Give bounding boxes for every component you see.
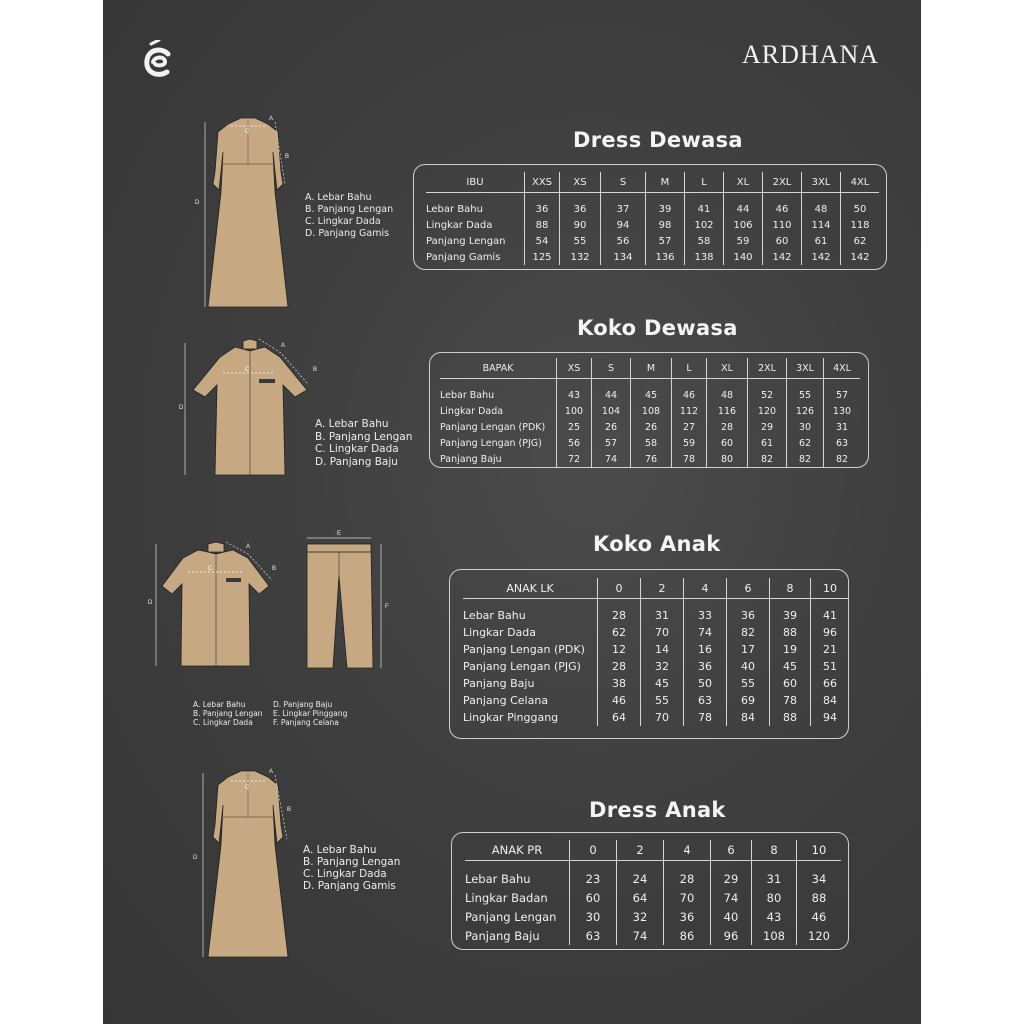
row-label: Panjang Gamis: [426, 251, 501, 263]
row-label: Panjang Lengan (PDK): [463, 643, 585, 656]
table-cell: 142: [841, 249, 880, 265]
legend-item: C. Lingkar Dada: [315, 443, 399, 455]
column-header-size: S: [592, 358, 631, 379]
row-label: Lingkar Dada: [440, 405, 504, 417]
table-cell: 40: [727, 658, 770, 675]
row-label: Panjang Baju: [463, 677, 535, 690]
table-cell: 82: [787, 451, 824, 467]
table-cell: 55: [641, 692, 684, 709]
column-header-size: 8: [770, 578, 811, 599]
koko-dewasa-table: [440, 358, 860, 467]
label-a: A: [281, 343, 286, 349]
table-cell: 76: [631, 451, 672, 467]
table-cell: 142: [763, 249, 802, 265]
column-header-size: 2XL: [748, 358, 787, 379]
table-cell: 56: [601, 233, 646, 249]
label-b: B: [313, 367, 318, 373]
table-row: [440, 435, 860, 451]
table-cell: 45: [641, 675, 684, 692]
label-c: C: [245, 785, 250, 791]
row-label: Panjang Lengan: [465, 909, 557, 924]
row-label: Panjang Lengan: [426, 235, 506, 247]
table-cell: 57: [592, 435, 631, 451]
table-cell: 70: [641, 624, 684, 641]
table-cell: 28: [598, 599, 641, 625]
legend-item: E. Lingkar Pinggang: [273, 709, 348, 718]
table-cell: 21: [811, 641, 850, 658]
table-cell: 64: [598, 709, 641, 726]
legend-item: A. Lebar Bahu: [315, 418, 389, 430]
table-cell: 60: [707, 435, 748, 451]
column-header-size: XL: [724, 172, 763, 193]
koko-dewasa-legend: [315, 418, 412, 468]
table-cell: 40: [711, 907, 752, 926]
table-cell: 82: [824, 451, 861, 467]
legend-item: A. Lebar Bahu: [193, 700, 246, 709]
ardhana-logo-icon: [141, 40, 175, 80]
table-row: [426, 193, 879, 218]
table-cell: 108: [631, 403, 672, 419]
table-row: [440, 451, 860, 467]
column-header-size: L: [685, 172, 724, 193]
row-label: Lingkar Pinggang: [463, 711, 559, 724]
koko-anak-legend-left: [193, 700, 263, 727]
table-cell: 41: [685, 193, 724, 218]
table-cell: 98: [646, 217, 685, 233]
column-header-size: 0: [570, 840, 617, 861]
label-d: D: [148, 600, 153, 606]
table-cell: 130: [824, 403, 861, 419]
table-cell: 82: [727, 624, 770, 641]
table-row: [463, 709, 849, 726]
table-cell: 30: [570, 907, 617, 926]
table-cell: 16: [684, 641, 727, 658]
table-cell: 28: [707, 419, 748, 435]
column-header-size: XS: [560, 172, 601, 193]
column-header-size: 6: [727, 578, 770, 599]
table-cell: 39: [770, 599, 811, 625]
table-cell: 80: [707, 451, 748, 467]
table-cell: 88: [525, 217, 560, 233]
table-cell: 104: [592, 403, 631, 419]
table-cell: 64: [617, 888, 664, 907]
table-cell: 14: [641, 641, 684, 658]
column-header-size: L: [672, 358, 707, 379]
column-header-size: XS: [557, 358, 592, 379]
brand-wordmark: ARDHANA: [742, 40, 879, 69]
table-cell: 36: [684, 658, 727, 675]
table-cell: 140: [724, 249, 763, 265]
column-header-size: 4XL: [824, 358, 861, 379]
legend-item: A. Lebar Bahu: [303, 844, 377, 856]
table-cell: 46: [797, 907, 842, 926]
label-c: C: [245, 129, 250, 135]
label-a: A: [269, 769, 274, 775]
column-header-size: M: [631, 358, 672, 379]
row-label: Lingkar Dada: [426, 219, 493, 231]
table-cell: 74: [617, 926, 664, 945]
table-row: [463, 658, 849, 675]
table-cell: 48: [802, 193, 841, 218]
row-label: Panjang Lengan (PDK): [440, 421, 546, 433]
dress-dewasa-legend: [305, 192, 393, 240]
table-header-row: [440, 358, 860, 379]
table-cell: 39: [646, 193, 685, 218]
table-row: [426, 217, 879, 233]
koko-anak-title: Koko Anak: [593, 532, 721, 556]
table-cell: 62: [598, 624, 641, 641]
table-cell: 142: [802, 249, 841, 265]
table-cell: 17: [727, 641, 770, 658]
table-row: [465, 861, 841, 889]
table-cell: 29: [711, 861, 752, 889]
table-row: [426, 233, 879, 249]
table-cell: 33: [684, 599, 727, 625]
koko-anak-legend-right: [273, 700, 347, 727]
label-e: E: [337, 531, 342, 537]
table-cell: 31: [641, 599, 684, 625]
table-cell: 50: [684, 675, 727, 692]
table-cell: 34: [797, 861, 842, 889]
label-f: F: [385, 604, 389, 610]
table-cell: 27: [672, 419, 707, 435]
label-a: A: [246, 544, 251, 550]
legend-item: C. Lingkar Dada: [303, 868, 387, 880]
table-row: [463, 641, 849, 658]
table-cell: 138: [685, 249, 724, 265]
legend-item: C. Lingkar Dada: [305, 216, 381, 227]
row-label: Panjang Lengan (PJG): [440, 437, 542, 449]
label-a: A: [269, 116, 274, 122]
table-row: [426, 249, 879, 265]
label-d: D: [195, 200, 200, 206]
table-cell: 60: [763, 233, 802, 249]
table-cell: 60: [770, 675, 811, 692]
table-cell: 48: [707, 379, 748, 404]
table-cell: 19: [770, 641, 811, 658]
table-cell: 116: [707, 403, 748, 419]
table-cell: 57: [646, 233, 685, 249]
table-row: [463, 692, 849, 709]
column-header-size: 3XL: [802, 172, 841, 193]
table-cell: 24: [617, 861, 664, 889]
label-d: D: [193, 855, 198, 861]
label-c: C: [208, 566, 213, 572]
table-cell: 108: [752, 926, 797, 945]
table-cell: 56: [557, 435, 592, 451]
table-cell: 86: [664, 926, 711, 945]
table-cell: 63: [684, 692, 727, 709]
koko-anak-table: [463, 578, 849, 726]
label-c: C: [245, 367, 250, 373]
table-cell: 114: [802, 217, 841, 233]
column-header-size: 10: [811, 578, 850, 599]
table-row: [465, 888, 841, 907]
table-cell: 54: [525, 233, 560, 249]
table-cell: 28: [664, 861, 711, 889]
table-cell: 36: [560, 193, 601, 218]
row-label: Panjang Baju: [465, 928, 540, 943]
table-cell: 58: [631, 435, 672, 451]
table-cell: 37: [601, 193, 646, 218]
column-header-size: 3XL: [787, 358, 824, 379]
table-cell: 80: [752, 888, 797, 907]
column-header-size: M: [646, 172, 685, 193]
table-cell: 50: [841, 193, 880, 218]
table-cell: 51: [811, 658, 850, 675]
table-cell: 100: [557, 403, 592, 419]
table-row: [463, 675, 849, 692]
table-cell: 120: [748, 403, 787, 419]
table-cell: 110: [763, 217, 802, 233]
table-cell: 90: [560, 217, 601, 233]
column-header-size: 4XL: [841, 172, 880, 193]
column-header-size: XXS: [525, 172, 560, 193]
column-header-size: 2: [617, 840, 664, 861]
legend-item: D. Panjang Gamis: [305, 228, 390, 239]
table-cell: 36: [525, 193, 560, 218]
table-cell: 78: [770, 692, 811, 709]
table-cell: 23: [570, 861, 617, 889]
table-cell: 70: [641, 709, 684, 726]
koko-dewasa-title: Koko Dewasa: [577, 316, 738, 340]
table-cell: 46: [763, 193, 802, 218]
table-header-row: [463, 578, 849, 599]
dress-dewasa-table: [426, 172, 879, 265]
table-cell: 31: [752, 861, 797, 889]
table-cell: 55: [787, 379, 824, 404]
table-cell: 44: [592, 379, 631, 404]
pants-illustration: [293, 528, 393, 674]
table-cell: 36: [664, 907, 711, 926]
table-cell: 55: [727, 675, 770, 692]
table-cell: 31: [824, 419, 861, 435]
label-d: D: [179, 405, 184, 411]
table-cell: 36: [727, 599, 770, 625]
table-cell: 118: [841, 217, 880, 233]
table-cell: 32: [641, 658, 684, 675]
dress-anak-legend: [303, 844, 400, 892]
row-label: Lebar Bahu: [426, 203, 483, 215]
table-cell: 38: [598, 675, 641, 692]
table-cell: 125: [525, 249, 560, 265]
column-header-size: 8: [752, 840, 797, 861]
table-cell: 41: [811, 599, 850, 625]
table-cell: 84: [811, 692, 850, 709]
dress-dewasa-title: Dress Dewasa: [573, 128, 743, 152]
legend-item: B. Panjang Lengan: [305, 204, 394, 215]
table-cell: 62: [841, 233, 880, 249]
table-cell: 52: [748, 379, 787, 404]
column-header-group: IBU: [426, 172, 525, 193]
table-cell: 88: [797, 888, 842, 907]
table-cell: 112: [672, 403, 707, 419]
row-label: Lebar Bahu: [465, 871, 531, 886]
table-cell: 88: [770, 624, 811, 641]
table-cell: 61: [748, 435, 787, 451]
legend-item: D. Panjang Gamis: [303, 880, 396, 892]
row-label: Panjang Celana: [463, 694, 549, 707]
column-header-size: 4: [664, 840, 711, 861]
table-cell: 102: [685, 217, 724, 233]
legend-item: B. Panjang Lengan: [303, 856, 401, 868]
table-cell: 60: [570, 888, 617, 907]
table-header-row: [465, 840, 841, 861]
table-cell: 136: [646, 249, 685, 265]
table-row: [440, 419, 860, 435]
row-label: Lingkar Dada: [463, 626, 537, 639]
table-cell: 58: [685, 233, 724, 249]
table-cell: 62: [787, 435, 824, 451]
table-cell: 94: [811, 709, 850, 726]
table-cell: 44: [724, 193, 763, 218]
table-cell: 43: [752, 907, 797, 926]
table-cell: 74: [592, 451, 631, 467]
table-row: [440, 379, 860, 404]
legend-item: D. Panjang Baju: [273, 700, 333, 709]
table-cell: 46: [598, 692, 641, 709]
table-row: [463, 624, 849, 641]
table-header-row: [426, 172, 879, 193]
table-cell: 28: [598, 658, 641, 675]
table-cell: 96: [711, 926, 752, 945]
table-cell: 29: [748, 419, 787, 435]
legend-item: D. Panjang Baju: [315, 455, 398, 468]
legend-item: B. Panjang Lengan: [315, 430, 413, 443]
koko-shirt-illustration: [175, 335, 335, 485]
table-cell: 66: [811, 675, 850, 692]
table-cell: 69: [727, 692, 770, 709]
row-label: Lebar Bahu: [463, 609, 526, 622]
table-cell: 82: [748, 451, 787, 467]
table-cell: 25: [557, 419, 592, 435]
table-cell: 72: [557, 451, 592, 467]
legend-item: F. Panjang Celana: [273, 718, 339, 727]
table-row: [465, 907, 841, 926]
table-cell: 26: [592, 419, 631, 435]
table-cell: 63: [824, 435, 861, 451]
row-label: Lingkar Badan: [465, 890, 548, 905]
table-cell: 74: [684, 624, 727, 641]
column-header-size: 0: [598, 578, 641, 599]
table-cell: 59: [724, 233, 763, 249]
legend-item: A. Lebar Bahu: [305, 192, 372, 203]
label-b: B: [287, 807, 292, 813]
table-cell: 55: [560, 233, 601, 249]
table-cell: 132: [560, 249, 601, 265]
label-b: B: [285, 154, 290, 160]
table-row: [463, 599, 849, 625]
table-row: [465, 926, 841, 945]
table-cell: 78: [684, 709, 727, 726]
size-chart-poster: [103, 0, 921, 1024]
table-cell: 84: [727, 709, 770, 726]
dress-anak-table: [465, 840, 841, 945]
table-cell: 30: [787, 419, 824, 435]
column-header-size: XL: [707, 358, 748, 379]
table-cell: 88: [770, 709, 811, 726]
table-cell: 78: [672, 451, 707, 467]
table-cell: 45: [631, 379, 672, 404]
table-cell: 134: [601, 249, 646, 265]
row-label: Panjang Baju: [440, 453, 502, 465]
table-cell: 32: [617, 907, 664, 926]
row-label: Lebar Bahu: [440, 389, 495, 401]
table-cell: 96: [811, 624, 850, 641]
table-row: [440, 403, 860, 419]
table-cell: 45: [770, 658, 811, 675]
table-cell: 120: [797, 926, 842, 945]
koko-anak-shirt-illustration: [148, 538, 288, 673]
column-header-size: 2: [641, 578, 684, 599]
table-cell: 12: [598, 641, 641, 658]
legend-item: B. Panjang Lengan: [193, 709, 263, 718]
row-label: Panjang Lengan (PJG): [463, 660, 581, 673]
label-b: B: [272, 566, 277, 572]
table-cell: 74: [711, 888, 752, 907]
dress-anak-title: Dress Anak: [589, 798, 726, 822]
table-cell: 59: [672, 435, 707, 451]
column-header-size: 2XL: [763, 172, 802, 193]
table-cell: 57: [824, 379, 861, 404]
table-cell: 26: [631, 419, 672, 435]
column-header-size: 10: [797, 840, 842, 861]
table-cell: 106: [724, 217, 763, 233]
table-cell: 46: [672, 379, 707, 404]
column-header-size: 6: [711, 840, 752, 861]
column-header-size: S: [601, 172, 646, 193]
table-cell: 126: [787, 403, 824, 419]
table-cell: 43: [557, 379, 592, 404]
table-cell: 63: [570, 926, 617, 945]
table-cell: 94: [601, 217, 646, 233]
column-header-size: 4: [684, 578, 727, 599]
column-header-group: BAPAK: [440, 358, 557, 379]
table-cell: 61: [802, 233, 841, 249]
column-header-group: ANAK LK: [463, 578, 598, 599]
column-header-group: ANAK PR: [465, 840, 570, 861]
table-cell: 70: [664, 888, 711, 907]
legend-item: C. Lingkar Dada: [193, 718, 253, 727]
